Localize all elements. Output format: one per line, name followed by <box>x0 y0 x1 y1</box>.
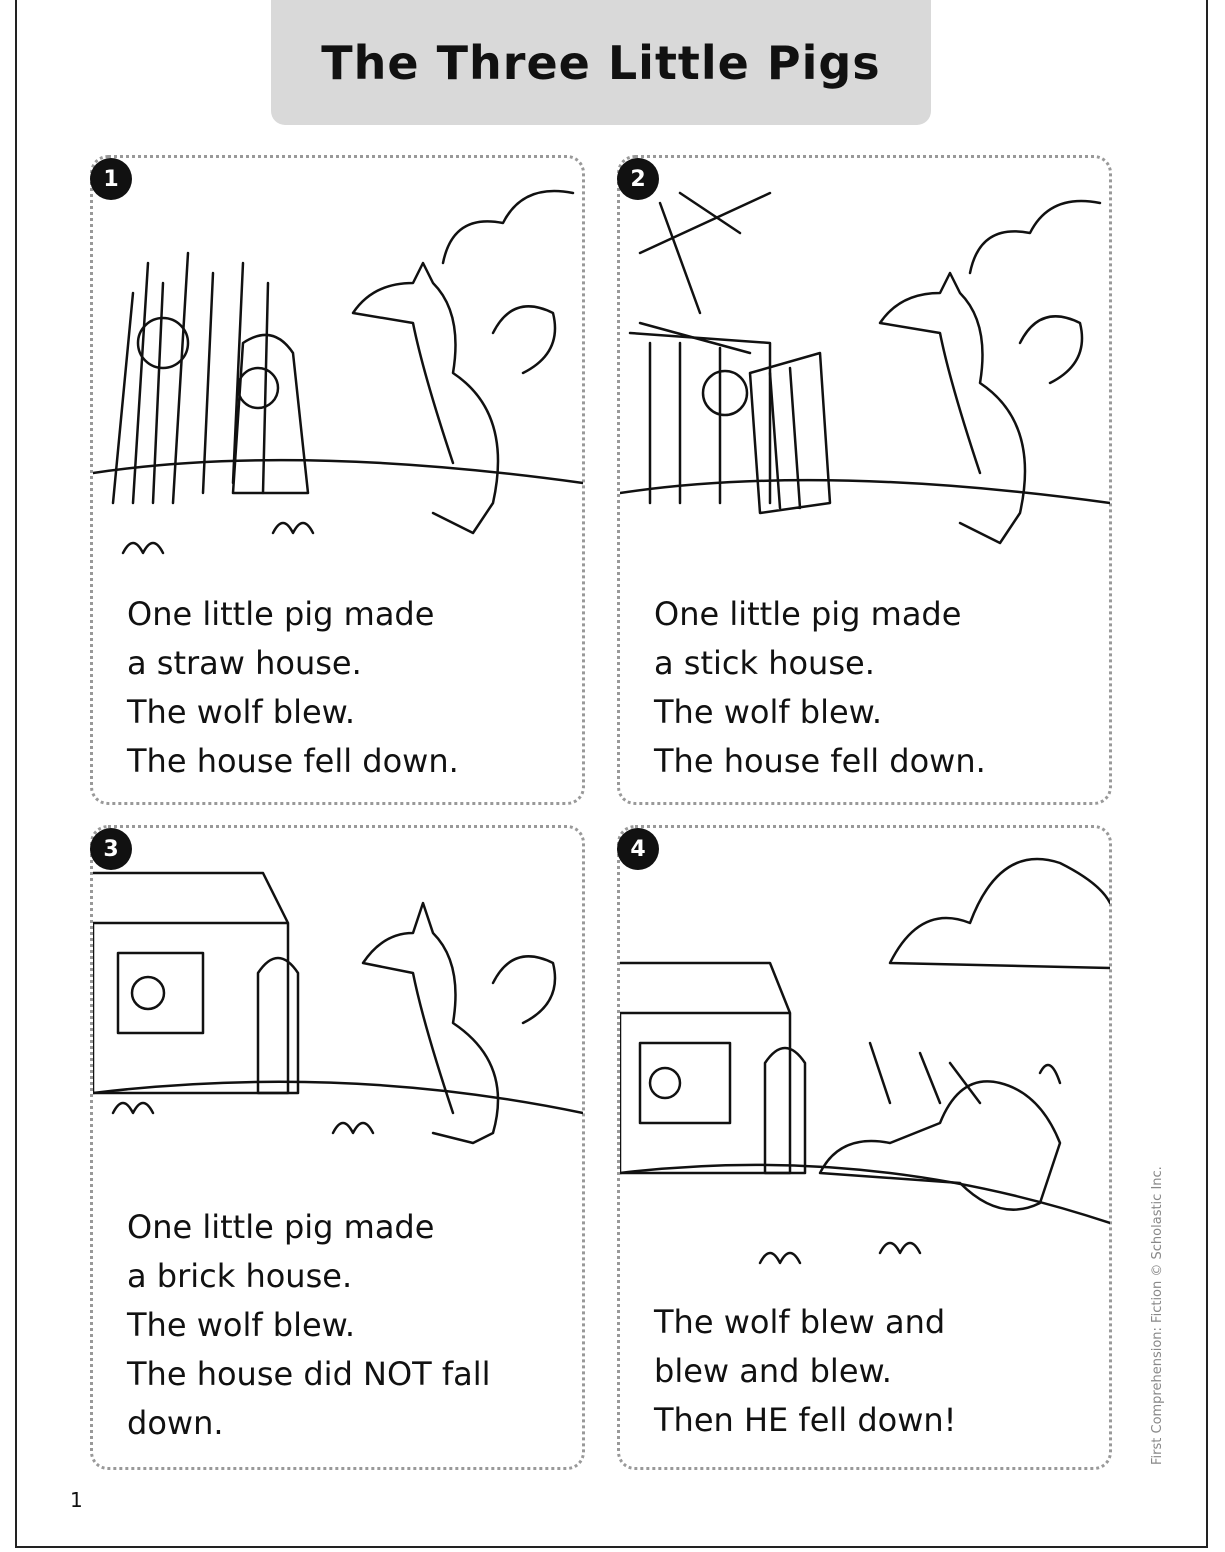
page-number: 1 <box>70 1488 83 1512</box>
text-line: The house fell down. <box>127 742 459 780</box>
text-line: down. <box>127 1404 224 1442</box>
brick-house-illustration <box>93 843 583 1183</box>
text-line: a stick house. <box>654 644 875 682</box>
text-line: a brick house. <box>127 1257 353 1295</box>
panel-number-badge: 4 <box>617 828 659 870</box>
story-panel-3 <box>90 825 585 1470</box>
text-line: a straw house. <box>127 644 362 682</box>
story-panel-1 <box>90 155 585 805</box>
straw-house-illustration <box>93 173 583 573</box>
panel-text <box>127 1203 491 1448</box>
panel-text <box>654 590 986 786</box>
text-line: The house did NOT fall <box>127 1355 491 1393</box>
text-line: blew and blew. <box>654 1352 892 1390</box>
text-line: The wolf blew. <box>127 693 356 731</box>
text-line: One little pig made <box>654 595 962 633</box>
story-panel-4 <box>617 825 1112 1470</box>
text-line: One little pig made <box>127 595 435 633</box>
text-line: The wolf blew. <box>127 1306 356 1344</box>
panel-number-badge: 1 <box>90 158 132 200</box>
title-banner <box>271 0 931 125</box>
panel-text <box>127 590 459 786</box>
page-title: The Three Little Pigs <box>321 35 881 90</box>
story-panel-2 <box>617 155 1112 805</box>
wolf-fell-down-illustration <box>620 843 1110 1283</box>
panel-text <box>654 1298 957 1445</box>
text-line: The house fell down. <box>654 742 986 780</box>
text-line: The wolf blew. <box>654 693 883 731</box>
text-line: The wolf blew and <box>654 1303 946 1341</box>
text-line: One little pig made <box>127 1208 435 1246</box>
panel-number-badge: 2 <box>617 158 659 200</box>
copyright-credit: First Comprehension: Fiction © Scholastic Inc. <box>1150 1166 1165 1465</box>
stick-house-illustration <box>620 173 1110 573</box>
panel-number-badge: 3 <box>90 828 132 870</box>
text-line: Then HE fell down! <box>654 1401 957 1439</box>
